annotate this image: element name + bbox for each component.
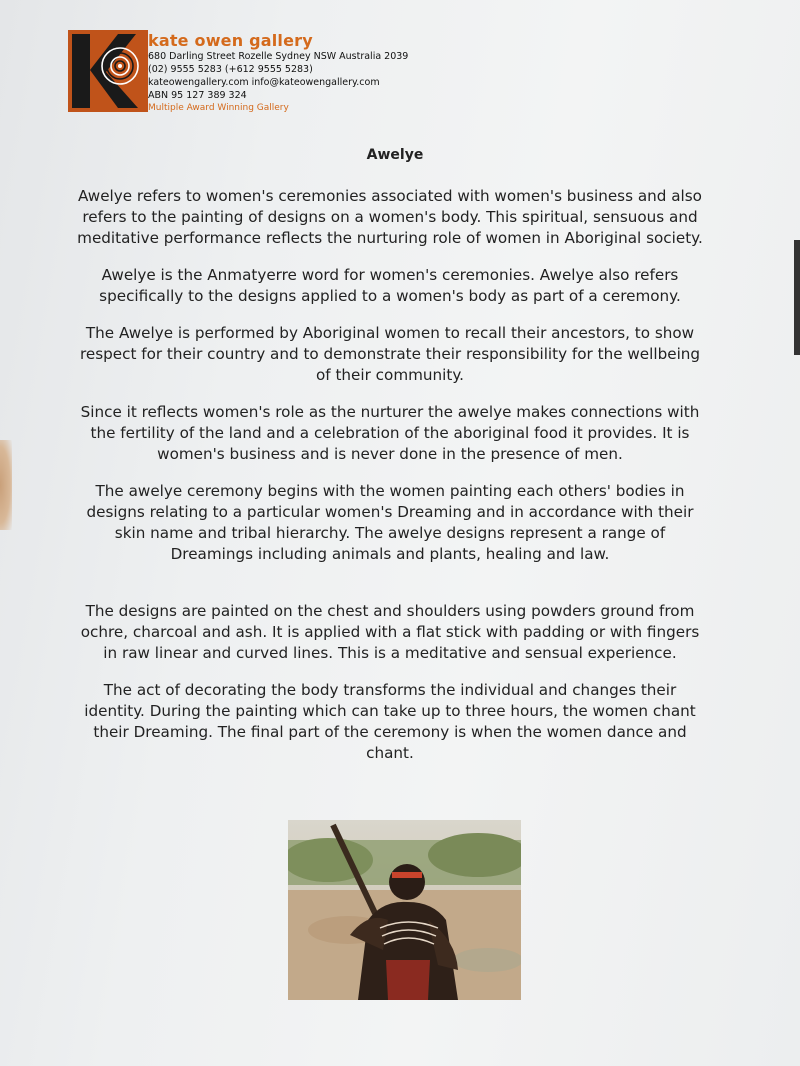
paragraph-2: Awelye is the Anmatyerre word for women's ceremonies. Awelye also refers specifically to the designs applied to a women's body as part of a ceremony.	[99, 266, 681, 305]
paragraph-6: The designs are painted on the chest and shoulders using powders ground from ochre, charcoal and ash. It is applied with a flat stick with padding or with fingers in raw linear and curved lines. This is a meditative and sensual experience.	[80, 602, 700, 662]
gallery-logo	[68, 30, 148, 112]
page-edge-shadow	[794, 240, 800, 355]
gallery-contact-block	[148, 32, 408, 115]
gallery-address: 680 Darling Street Rozelle Sydney NSW Australia 2039	[148, 51, 409, 62]
document-body	[75, 186, 705, 764]
gallery-award: Multiple Award Winning Gallery	[148, 103, 289, 113]
ceremony-photo	[288, 820, 521, 1000]
paragraph-3: The Awelye is performed by Aboriginal women to recall their ancestors, to show respect for their country and to demonstrate their responsibility for the wellbeing of their community.	[79, 324, 701, 384]
document-title: Awelye	[366, 147, 424, 163]
paragraph-4: Since it reflects women's role as the nurturer the awelye makes connections with the fertility of the land and a celebration of the aboriginal food it provides. It is women's business and is never done in the presence of men.	[80, 403, 700, 463]
finger-at-edge	[0, 440, 12, 530]
paragraph-5: The awelye ceremony begins with the women painting each others' bodies in designs relating to a particular women's Dreaming and in accordance with their skin name and tribal hierarchy. The awelye designs represent a range of Dreamings including animals and plants, healing and law.	[86, 482, 694, 563]
gallery-web-email: kateowengallery.com info@kateowengallery.com	[148, 77, 380, 88]
gallery-name: kate owen gallery	[148, 31, 313, 50]
gallery-abn: ABN 95 127 389 324	[148, 90, 247, 101]
paragraph-1: Awelye refers to women's ceremonies associated with women's business and also refers to the painting of designs on a women's body. This spiritual, sensuous and meditative performance reflects the nurturing role of women in Aboriginal society.	[77, 187, 703, 247]
gallery-phone: (02) 9555 5283 (+612 9555 5283)	[148, 64, 313, 75]
gallery-header	[68, 28, 428, 120]
paragraph-7: The act of decorating the body transforms the individual and changes their identity. During the painting which can take up to three hours, the women chant their Dreaming. The final part of the ceremony is when the women dance and chant.	[84, 681, 696, 762]
